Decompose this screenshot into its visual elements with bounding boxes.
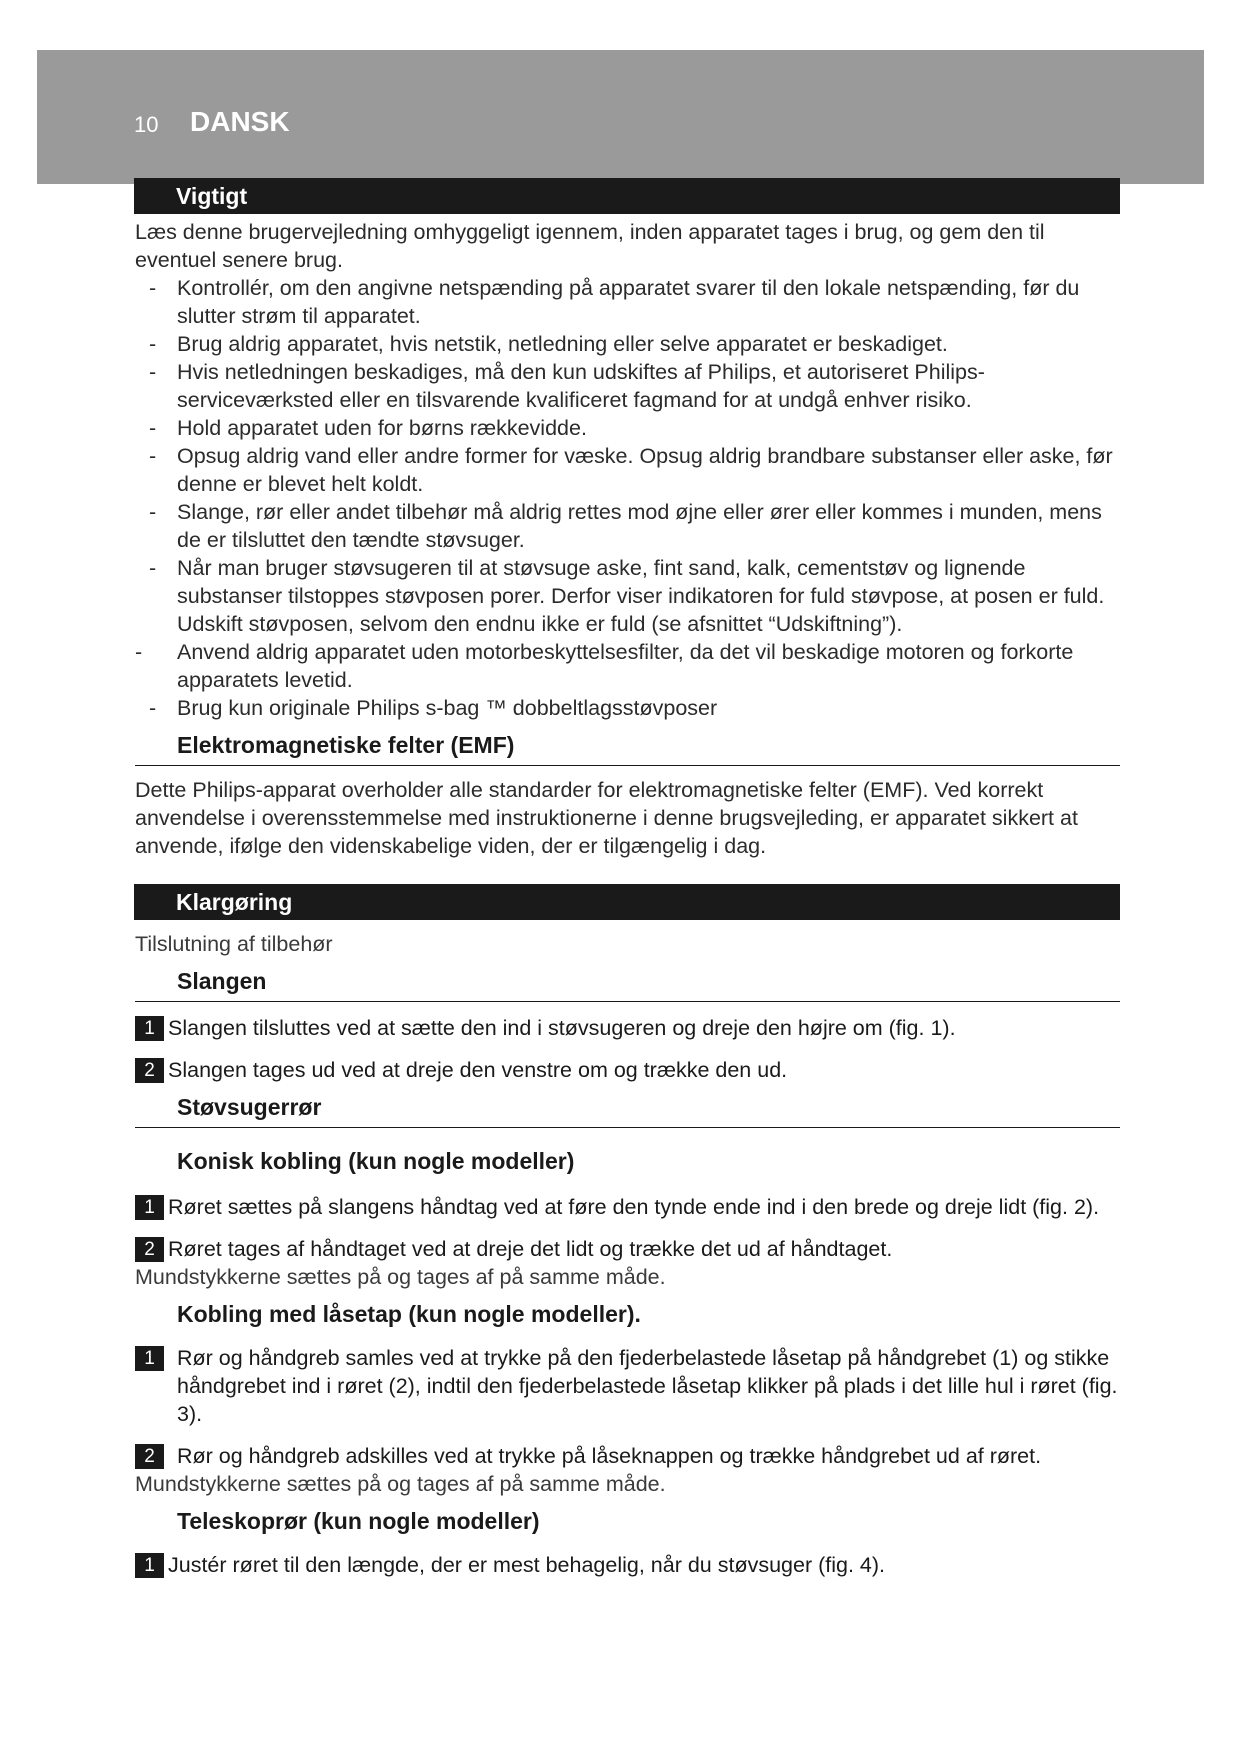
step-number: 2 bbox=[135, 1237, 164, 1262]
language-title: DANSK bbox=[190, 106, 290, 137]
stovsugerror-heading: Støvsugerrør bbox=[135, 1094, 1120, 1128]
list-item: - Hvis netledningen beskadiges, må den kun udskiftes af Philips, et autoriseret Philips-serviceværksted eller en tilsvarende kvalificeret fagmand for at undgå enhver risiko. bbox=[149, 360, 985, 412]
emf-heading: Elektromagnetiske felter (EMF) bbox=[135, 732, 1120, 766]
slangen-step-1: 1 Slangen tilsluttes ved at sætte den ind i støvsugeren og dreje den højre om (fig. 1). bbox=[135, 1014, 1120, 1042]
list-item: - Brug kun originale Philips s-bag ™ dobbeltlagsstøvposer bbox=[149, 696, 718, 720]
page-content bbox=[135, 178, 1120, 1579]
teleskop-heading: Teleskoprør (kun nogle modeller) bbox=[177, 1508, 540, 1534]
lasetap-note: Mundstykkerne sættes på og tages af på samme måde. bbox=[135, 1472, 666, 1496]
list-item: - Slange, rør eller andet tilbehør må aldrig rettes mod øjne eller ører eller kommes i munden, mens de er tilsluttet den tændte støvsuger. bbox=[149, 500, 1102, 552]
klargoring-intro: Tilslutning af tilbehør bbox=[135, 932, 333, 956]
list-item: - Kontrollér, om den angivne netspænding på apparatet svarer til den lokale netspænding, før du slutter strøm til apparatet. bbox=[149, 276, 1080, 328]
emf-text: Dette Philips-apparat overholder alle standarder for elektromagnetiske felter (EMF). Ved korrekt anvendelse i overensstemmelse med instruktionerne i denne brugsvejleding, er apparatet sikkert at anvende, ifølge den videnskabelige viden, der er tilgængelig i dag. bbox=[135, 778, 1078, 858]
list-item: - Hold apparatet uden for børns rækkevidde. bbox=[149, 416, 587, 440]
vigtigt-list bbox=[135, 274, 1120, 722]
section-bar-vigtigt: Vigtigt bbox=[134, 178, 1120, 214]
konisk-heading: Konisk kobling (kun nogle modeller) bbox=[177, 1148, 575, 1174]
list-item: - Når man bruger støvsugeren til at støvsuge aske, fint sand, kalk, cementstøv og lignende substanser tilstoppes støvposen porer. Derfor viser indikatoren for fuld støvpose, at posen er fuld. Udskift støvposen, selvom den endnu ikke er fuld (se afsnittet “Udskiftning”). bbox=[149, 556, 1105, 636]
step-number: 1 bbox=[135, 1553, 164, 1578]
step-number: 2 bbox=[135, 1058, 164, 1083]
list-item: - Brug aldrig apparatet, hvis netstik, netledning eller selve apparatet er beskadiget. bbox=[149, 332, 948, 356]
section-bar-klargoring: Klargøring bbox=[134, 884, 1120, 920]
step-number: 2 bbox=[135, 1444, 164, 1469]
step-number: 1 bbox=[135, 1346, 164, 1371]
page-number: 10 bbox=[134, 112, 159, 137]
slangen-heading: Slangen bbox=[135, 968, 1120, 1002]
teleskop-step-1: 1 Justér røret til den længde, der er mest behagelig, når du støvsuger (fig. 4). bbox=[135, 1551, 1120, 1579]
konisk-step-1: 1 Røret sættes på slangens håndtag ved at føre den tynde ende ind i den brede og dreje lidt (fig. 2). bbox=[135, 1193, 1120, 1221]
list-item: - Opsug aldrig vand eller andre former for væske. Opsug aldrig brandbare substanser eller aske, før denne er blevet helt koldt. bbox=[149, 444, 1113, 496]
konisk-step-2: 2 Røret tages af håndtaget ved at dreje det lidt og trække det ud af håndtaget. bbox=[135, 1235, 1120, 1263]
lasetap-step-1: 1 Rør og håndgreb samles ved at trykke på den fjederbelastede låsetap på håndgrebet (1) og stikke håndgrebet ind i røret (2), indtil den fjederbelastede låsetap klikker på plads i det lille hul i røret (fig. 3). bbox=[135, 1344, 1120, 1428]
step-number: 1 bbox=[135, 1016, 164, 1041]
konisk-note: Mundstykkerne sættes på og tages af på samme måde. bbox=[135, 1265, 666, 1289]
lasetap-heading: Kobling med låsetap (kun nogle modeller). bbox=[177, 1301, 641, 1327]
slangen-step-2: 2 Slangen tages ud ved at dreje den venstre om og trække den ud. bbox=[135, 1056, 1120, 1084]
vigtigt-intro: Læs denne brugervejledning omhyggeligt igennem, inden apparatet tages i brug, og gem den til eventuel senere brug. bbox=[135, 220, 1045, 272]
list-item: - Anvend aldrig apparatet uden motorbeskyttelsesfilter, da det vil beskadige motoren og forkorte apparatets levetid. bbox=[135, 640, 1074, 692]
lasetap-step-2: 2 Rør og håndgreb adskilles ved at trykke på låseknappen og trække håndgrebet ud af røret. bbox=[135, 1442, 1120, 1470]
step-number: 1 bbox=[135, 1195, 164, 1220]
